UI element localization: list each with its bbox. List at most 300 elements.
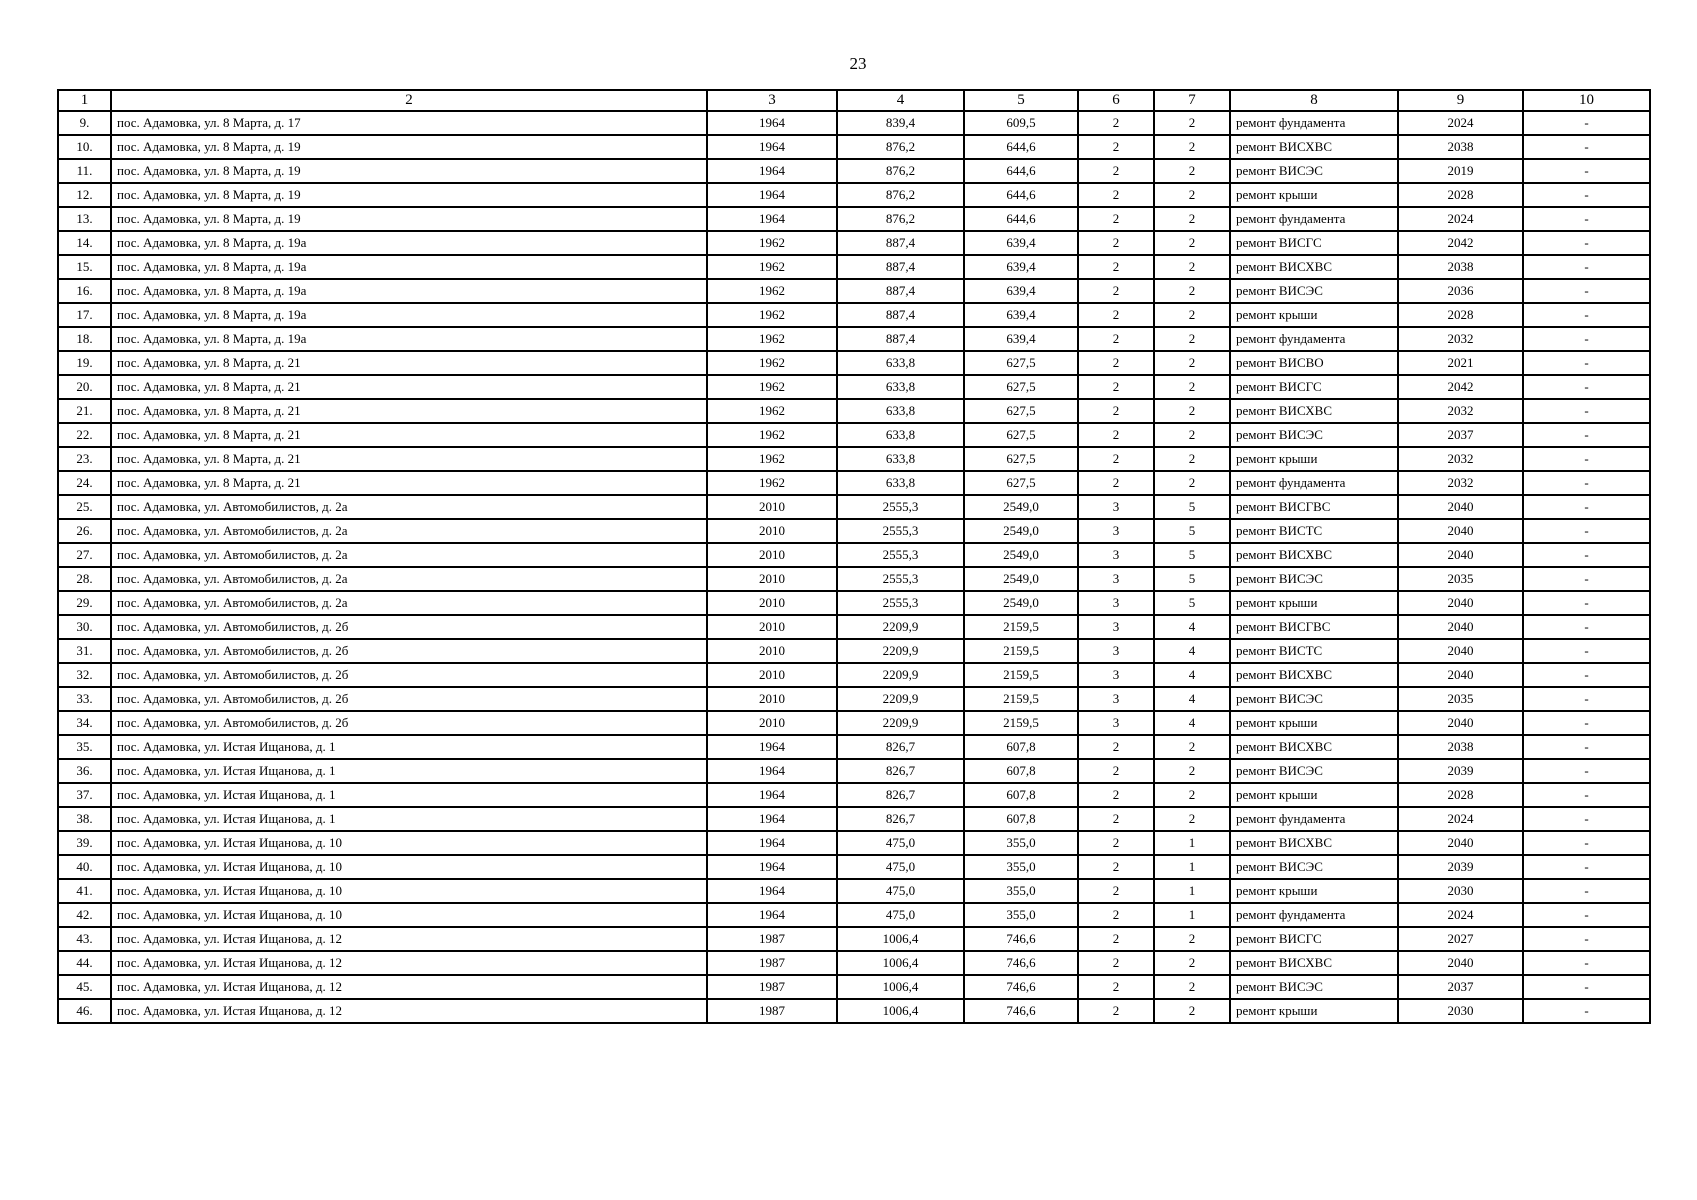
address-cell: пос. Адамовка, ул. 8 Марта, д. 19 xyxy=(111,183,707,207)
table-row xyxy=(58,327,1650,351)
total-area-cell: 475,0 xyxy=(837,903,964,927)
row-number-cell: 35. xyxy=(58,735,111,759)
planned-year-cell: 2032 xyxy=(1398,399,1523,423)
table-row xyxy=(58,975,1650,999)
work-type-cell: ремонт крыши xyxy=(1230,183,1398,207)
work-type-cell: ремонт крыши xyxy=(1230,447,1398,471)
address-cell: пос. Адамовка, ул. Истая Ищанова, д. 10 xyxy=(111,831,707,855)
row-number-cell: 42. xyxy=(58,903,111,927)
total-area-cell: 633,8 xyxy=(837,423,964,447)
entrances-cell: 2 xyxy=(1154,111,1230,135)
row-number-cell: 46. xyxy=(58,999,111,1023)
work-type-cell: ремонт ВИСВО xyxy=(1230,351,1398,375)
table-row xyxy=(58,615,1650,639)
total-area-cell: 2555,3 xyxy=(837,567,964,591)
work-type-cell: ремонт ВИСХВС xyxy=(1230,831,1398,855)
entrances-cell: 1 xyxy=(1154,903,1230,927)
living-area-cell: 609,5 xyxy=(964,111,1078,135)
note-cell: - xyxy=(1523,663,1650,687)
living-area-cell: 2159,5 xyxy=(964,711,1078,735)
entrances-cell: 2 xyxy=(1154,951,1230,975)
build-year-cell: 2010 xyxy=(707,591,837,615)
planned-year-cell: 2040 xyxy=(1398,615,1523,639)
row-number-cell: 26. xyxy=(58,519,111,543)
living-area-cell: 2159,5 xyxy=(964,615,1078,639)
build-year-cell: 1987 xyxy=(707,951,837,975)
address-cell: пос. Адамовка, ул. 8 Марта, д. 21 xyxy=(111,375,707,399)
living-area-cell: 2159,5 xyxy=(964,639,1078,663)
total-area-cell: 887,4 xyxy=(837,279,964,303)
living-area-cell: 607,8 xyxy=(964,735,1078,759)
address-cell: пос. Адамовка, ул. 8 Марта, д. 19 xyxy=(111,207,707,231)
total-area-cell: 826,7 xyxy=(837,759,964,783)
address-cell: пос. Адамовка, ул. Истая Ищанова, д. 12 xyxy=(111,927,707,951)
table-row xyxy=(58,639,1650,663)
entrances-cell: 1 xyxy=(1154,879,1230,903)
work-type-cell: ремонт ВИСЭС xyxy=(1230,975,1398,999)
planned-year-cell: 2024 xyxy=(1398,111,1523,135)
living-area-cell: 639,4 xyxy=(964,255,1078,279)
planned-year-cell: 2030 xyxy=(1398,879,1523,903)
address-cell: пос. Адамовка, ул. Автомобилистов, д. 2а xyxy=(111,543,707,567)
address-cell: пос. Адамовка, ул. 8 Марта, д. 21 xyxy=(111,423,707,447)
column-header: 10 xyxy=(1523,90,1650,111)
note-cell: - xyxy=(1523,639,1650,663)
floors-cell: 2 xyxy=(1078,375,1154,399)
table-row xyxy=(58,399,1650,423)
entrances-cell: 2 xyxy=(1154,351,1230,375)
note-cell: - xyxy=(1523,927,1650,951)
work-type-cell: ремонт ВИСХВС xyxy=(1230,255,1398,279)
entrances-cell: 5 xyxy=(1154,591,1230,615)
address-cell: пос. Адамовка, ул. Автомобилистов, д. 2а xyxy=(111,519,707,543)
note-cell: - xyxy=(1523,951,1650,975)
living-area-cell: 2159,5 xyxy=(964,687,1078,711)
floors-cell: 2 xyxy=(1078,831,1154,855)
row-number-cell: 20. xyxy=(58,375,111,399)
build-year-cell: 1964 xyxy=(707,903,837,927)
address-cell: пос. Адамовка, ул. Автомобилистов, д. 2б xyxy=(111,663,707,687)
build-year-cell: 1964 xyxy=(707,183,837,207)
entrances-cell: 2 xyxy=(1154,231,1230,255)
address-cell: пос. Адамовка, ул. 8 Марта, д. 19 xyxy=(111,135,707,159)
table-row xyxy=(58,879,1650,903)
total-area-cell: 475,0 xyxy=(837,879,964,903)
build-year-cell: 1964 xyxy=(707,759,837,783)
page-number: 23 xyxy=(849,54,867,73)
work-type-cell: ремонт ВИСХВС xyxy=(1230,543,1398,567)
entrances-cell: 2 xyxy=(1154,375,1230,399)
table-row xyxy=(58,735,1650,759)
build-year-cell: 1987 xyxy=(707,999,837,1023)
planned-year-cell: 2028 xyxy=(1398,783,1523,807)
living-area-cell: 644,6 xyxy=(964,183,1078,207)
build-year-cell: 1962 xyxy=(707,471,837,495)
planned-year-cell: 2035 xyxy=(1398,687,1523,711)
floors-cell: 2 xyxy=(1078,879,1154,903)
floors-cell: 3 xyxy=(1078,519,1154,543)
planned-year-cell: 2040 xyxy=(1398,951,1523,975)
entrances-cell: 2 xyxy=(1154,807,1230,831)
work-type-cell: ремонт фундамента xyxy=(1230,327,1398,351)
row-number-cell: 44. xyxy=(58,951,111,975)
floors-cell: 2 xyxy=(1078,207,1154,231)
planned-year-cell: 2024 xyxy=(1398,207,1523,231)
entrances-cell: 1 xyxy=(1154,855,1230,879)
column-header: 2 xyxy=(111,90,707,111)
note-cell: - xyxy=(1523,591,1650,615)
planned-year-cell: 2032 xyxy=(1398,327,1523,351)
table-row xyxy=(58,183,1650,207)
table-row xyxy=(58,999,1650,1023)
entrances-cell: 2 xyxy=(1154,447,1230,471)
living-area-cell: 607,8 xyxy=(964,783,1078,807)
row-number-cell: 9. xyxy=(58,111,111,135)
floors-cell: 3 xyxy=(1078,615,1154,639)
note-cell: - xyxy=(1523,351,1650,375)
total-area-cell: 2555,3 xyxy=(837,495,964,519)
entrances-cell: 2 xyxy=(1154,303,1230,327)
floors-cell: 2 xyxy=(1078,759,1154,783)
address-cell: пос. Адамовка, ул. Истая Ищанова, д. 1 xyxy=(111,735,707,759)
total-area-cell: 633,8 xyxy=(837,399,964,423)
build-year-cell: 1962 xyxy=(707,279,837,303)
living-area-cell: 355,0 xyxy=(964,903,1078,927)
floors-cell: 3 xyxy=(1078,663,1154,687)
note-cell: - xyxy=(1523,999,1650,1023)
build-year-cell: 2010 xyxy=(707,543,837,567)
table-row xyxy=(58,135,1650,159)
total-area-cell: 876,2 xyxy=(837,159,964,183)
planned-year-cell: 2040 xyxy=(1398,639,1523,663)
living-area-cell: 644,6 xyxy=(964,207,1078,231)
floors-cell: 2 xyxy=(1078,807,1154,831)
floors-cell: 2 xyxy=(1078,135,1154,159)
work-type-cell: ремонт ВИСЭС xyxy=(1230,423,1398,447)
note-cell: - xyxy=(1523,279,1650,303)
floors-cell: 3 xyxy=(1078,591,1154,615)
floors-cell: 3 xyxy=(1078,639,1154,663)
planned-year-cell: 2036 xyxy=(1398,279,1523,303)
entrances-cell: 2 xyxy=(1154,759,1230,783)
address-cell: пос. Адамовка, ул. 8 Марта, д. 19а xyxy=(111,231,707,255)
build-year-cell: 1964 xyxy=(707,807,837,831)
build-year-cell: 2010 xyxy=(707,663,837,687)
table-row xyxy=(58,231,1650,255)
floors-cell: 2 xyxy=(1078,447,1154,471)
row-number-cell: 32. xyxy=(58,663,111,687)
floors-cell: 3 xyxy=(1078,687,1154,711)
build-year-cell: 1964 xyxy=(707,855,837,879)
entrances-cell: 4 xyxy=(1154,711,1230,735)
floors-cell: 3 xyxy=(1078,567,1154,591)
address-cell: пос. Адамовка, ул. 8 Марта, д. 21 xyxy=(111,447,707,471)
note-cell: - xyxy=(1523,303,1650,327)
table-row xyxy=(58,591,1650,615)
row-number-cell: 29. xyxy=(58,591,111,615)
total-area-cell: 887,4 xyxy=(837,327,964,351)
planned-year-cell: 2040 xyxy=(1398,519,1523,543)
living-area-cell: 2549,0 xyxy=(964,567,1078,591)
table-row xyxy=(58,687,1650,711)
build-year-cell: 1962 xyxy=(707,255,837,279)
entrances-cell: 2 xyxy=(1154,279,1230,303)
living-area-cell: 639,4 xyxy=(964,303,1078,327)
living-area-cell: 627,5 xyxy=(964,399,1078,423)
total-area-cell: 876,2 xyxy=(837,135,964,159)
work-type-cell: ремонт фундамента xyxy=(1230,807,1398,831)
floors-cell: 2 xyxy=(1078,327,1154,351)
living-area-cell: 2549,0 xyxy=(964,495,1078,519)
column-header: 5 xyxy=(964,90,1078,111)
address-cell: пос. Адамовка, ул. 8 Марта, д. 17 xyxy=(111,111,707,135)
note-cell: - xyxy=(1523,831,1650,855)
work-type-cell: ремонт крыши xyxy=(1230,783,1398,807)
floors-cell: 2 xyxy=(1078,231,1154,255)
work-type-cell: ремонт ВИСГС xyxy=(1230,375,1398,399)
build-year-cell: 1964 xyxy=(707,111,837,135)
address-cell: пос. Адамовка, ул. Автомобилистов, д. 2б xyxy=(111,639,707,663)
planned-year-cell: 2037 xyxy=(1398,975,1523,999)
entrances-cell: 2 xyxy=(1154,927,1230,951)
planned-year-cell: 2042 xyxy=(1398,375,1523,399)
total-area-cell: 826,7 xyxy=(837,783,964,807)
note-cell: - xyxy=(1523,615,1650,639)
work-type-cell: ремонт фундамента xyxy=(1230,903,1398,927)
living-area-cell: 2159,5 xyxy=(964,663,1078,687)
planned-year-cell: 2035 xyxy=(1398,567,1523,591)
note-cell: - xyxy=(1523,783,1650,807)
work-type-cell: ремонт ВИСТС xyxy=(1230,519,1398,543)
living-area-cell: 746,6 xyxy=(964,975,1078,999)
table-row xyxy=(58,855,1650,879)
living-area-cell: 746,6 xyxy=(964,999,1078,1023)
total-area-cell: 2209,9 xyxy=(837,711,964,735)
note-cell: - xyxy=(1523,255,1650,279)
work-type-cell: ремонт ВИСЭС xyxy=(1230,687,1398,711)
address-cell: пос. Адамовка, ул. Истая Ищанова, д. 10 xyxy=(111,855,707,879)
repair-schedule-table xyxy=(57,89,1651,1024)
work-type-cell: ремонт крыши xyxy=(1230,303,1398,327)
floors-cell: 2 xyxy=(1078,111,1154,135)
total-area-cell: 2555,3 xyxy=(837,543,964,567)
planned-year-cell: 2038 xyxy=(1398,135,1523,159)
work-type-cell: ремонт ВИСХВС xyxy=(1230,735,1398,759)
address-cell: пос. Адамовка, ул. 8 Марта, д. 19а xyxy=(111,327,707,351)
planned-year-cell: 2027 xyxy=(1398,927,1523,951)
total-area-cell: 887,4 xyxy=(837,255,964,279)
build-year-cell: 2010 xyxy=(707,639,837,663)
build-year-cell: 1964 xyxy=(707,831,837,855)
column-header: 9 xyxy=(1398,90,1523,111)
address-cell: пос. Адамовка, ул. Истая Ищанова, д. 1 xyxy=(111,783,707,807)
work-type-cell: ремонт ВИСЭС xyxy=(1230,159,1398,183)
work-type-cell: ремонт ВИСХВС xyxy=(1230,135,1398,159)
address-cell: пос. Адамовка, ул. Автомобилистов, д. 2а xyxy=(111,495,707,519)
row-number-cell: 28. xyxy=(58,567,111,591)
planned-year-cell: 2038 xyxy=(1398,735,1523,759)
note-cell: - xyxy=(1523,855,1650,879)
entrances-cell: 4 xyxy=(1154,687,1230,711)
row-number-cell: 33. xyxy=(58,687,111,711)
table-row xyxy=(58,807,1650,831)
row-number-cell: 45. xyxy=(58,975,111,999)
planned-year-cell: 2024 xyxy=(1398,903,1523,927)
living-area-cell: 644,6 xyxy=(964,159,1078,183)
work-type-cell: ремонт фундамента xyxy=(1230,111,1398,135)
row-number-cell: 38. xyxy=(58,807,111,831)
planned-year-cell: 2024 xyxy=(1398,807,1523,831)
build-year-cell: 1987 xyxy=(707,927,837,951)
planned-year-cell: 2040 xyxy=(1398,663,1523,687)
floors-cell: 2 xyxy=(1078,351,1154,375)
work-type-cell: ремонт ВИСХВС xyxy=(1230,399,1398,423)
build-year-cell: 1962 xyxy=(707,399,837,423)
note-cell: - xyxy=(1523,135,1650,159)
address-cell: пос. Адамовка, ул. 8 Марта, д. 21 xyxy=(111,351,707,375)
table-row xyxy=(58,927,1650,951)
column-header: 1 xyxy=(58,90,111,111)
address-cell: пос. Адамовка, ул. 8 Марта, д. 19 xyxy=(111,159,707,183)
table-row xyxy=(58,159,1650,183)
living-area-cell: 627,5 xyxy=(964,375,1078,399)
living-area-cell: 355,0 xyxy=(964,879,1078,903)
total-area-cell: 1006,4 xyxy=(837,927,964,951)
planned-year-cell: 2030 xyxy=(1398,999,1523,1023)
total-area-cell: 826,7 xyxy=(837,807,964,831)
entrances-cell: 2 xyxy=(1154,399,1230,423)
address-cell: пос. Адамовка, ул. Автомобилистов, д. 2а xyxy=(111,591,707,615)
address-cell: пос. Адамовка, ул. Истая Ищанова, д. 10 xyxy=(111,903,707,927)
total-area-cell: 876,2 xyxy=(837,183,964,207)
note-cell: - xyxy=(1523,471,1650,495)
build-year-cell: 2010 xyxy=(707,711,837,735)
row-number-cell: 25. xyxy=(58,495,111,519)
note-cell: - xyxy=(1523,159,1650,183)
row-number-cell: 16. xyxy=(58,279,111,303)
row-number-cell: 34. xyxy=(58,711,111,735)
table-row xyxy=(58,831,1650,855)
living-area-cell: 639,4 xyxy=(964,279,1078,303)
planned-year-cell: 2037 xyxy=(1398,423,1523,447)
work-type-cell: ремонт ВИСГС xyxy=(1230,927,1398,951)
entrances-cell: 5 xyxy=(1154,519,1230,543)
entrances-cell: 2 xyxy=(1154,423,1230,447)
address-cell: пос. Адамовка, ул. Автомобилистов, д. 2б xyxy=(111,711,707,735)
living-area-cell: 2549,0 xyxy=(964,543,1078,567)
column-header: 7 xyxy=(1154,90,1230,111)
total-area-cell: 2555,3 xyxy=(837,519,964,543)
table-row xyxy=(58,543,1650,567)
row-number-cell: 40. xyxy=(58,855,111,879)
row-number-cell: 11. xyxy=(58,159,111,183)
note-cell: - xyxy=(1523,711,1650,735)
note-cell: - xyxy=(1523,759,1650,783)
entrances-cell: 2 xyxy=(1154,327,1230,351)
note-cell: - xyxy=(1523,807,1650,831)
column-header: 3 xyxy=(707,90,837,111)
total-area-cell: 826,7 xyxy=(837,735,964,759)
total-area-cell: 633,8 xyxy=(837,351,964,375)
planned-year-cell: 2032 xyxy=(1398,471,1523,495)
build-year-cell: 1987 xyxy=(707,975,837,999)
work-type-cell: ремонт ВИСЭС xyxy=(1230,567,1398,591)
planned-year-cell: 2019 xyxy=(1398,159,1523,183)
column-header: 6 xyxy=(1078,90,1154,111)
note-cell: - xyxy=(1523,495,1650,519)
total-area-cell: 633,8 xyxy=(837,471,964,495)
table-row xyxy=(58,279,1650,303)
entrances-cell: 2 xyxy=(1154,999,1230,1023)
build-year-cell: 2010 xyxy=(707,687,837,711)
note-cell: - xyxy=(1523,399,1650,423)
build-year-cell: 1962 xyxy=(707,423,837,447)
entrances-cell: 2 xyxy=(1154,255,1230,279)
floors-cell: 2 xyxy=(1078,903,1154,927)
row-number-cell: 18. xyxy=(58,327,111,351)
address-cell: пос. Адамовка, ул. Автомобилистов, д. 2б xyxy=(111,615,707,639)
row-number-cell: 43. xyxy=(58,927,111,951)
entrances-cell: 4 xyxy=(1154,639,1230,663)
entrances-cell: 1 xyxy=(1154,831,1230,855)
total-area-cell: 2209,9 xyxy=(837,663,964,687)
address-cell: пос. Адамовка, ул. Истая Ищанова, д. 12 xyxy=(111,975,707,999)
note-cell: - xyxy=(1523,543,1650,567)
table-row xyxy=(58,111,1650,135)
note-cell: - xyxy=(1523,447,1650,471)
living-area-cell: 627,5 xyxy=(964,447,1078,471)
entrances-cell: 2 xyxy=(1154,135,1230,159)
work-type-cell: ремонт крыши xyxy=(1230,591,1398,615)
row-number-cell: 12. xyxy=(58,183,111,207)
table-row xyxy=(58,567,1650,591)
column-header: 4 xyxy=(837,90,964,111)
address-cell: пос. Адамовка, ул. Автомобилистов, д. 2а xyxy=(111,567,707,591)
work-type-cell: ремонт ВИСЭС xyxy=(1230,759,1398,783)
floors-cell: 2 xyxy=(1078,999,1154,1023)
table-body xyxy=(58,111,1650,1023)
planned-year-cell: 2039 xyxy=(1398,759,1523,783)
note-cell: - xyxy=(1523,183,1650,207)
table-row xyxy=(58,351,1650,375)
note-cell: - xyxy=(1523,975,1650,999)
planned-year-cell: 2032 xyxy=(1398,447,1523,471)
total-area-cell: 839,4 xyxy=(837,111,964,135)
planned-year-cell: 2040 xyxy=(1398,495,1523,519)
row-number-cell: 17. xyxy=(58,303,111,327)
row-number-cell: 27. xyxy=(58,543,111,567)
entrances-cell: 2 xyxy=(1154,207,1230,231)
planned-year-cell: 2038 xyxy=(1398,255,1523,279)
floors-cell: 2 xyxy=(1078,183,1154,207)
planned-year-cell: 2040 xyxy=(1398,543,1523,567)
table-row xyxy=(58,663,1650,687)
column-header: 8 xyxy=(1230,90,1398,111)
total-area-cell: 2209,9 xyxy=(837,615,964,639)
row-number-cell: 10. xyxy=(58,135,111,159)
address-cell: пос. Адамовка, ул. 8 Марта, д. 19а xyxy=(111,255,707,279)
total-area-cell: 633,8 xyxy=(837,447,964,471)
floors-cell: 2 xyxy=(1078,303,1154,327)
total-area-cell: 887,4 xyxy=(837,303,964,327)
living-area-cell: 627,5 xyxy=(964,351,1078,375)
entrances-cell: 5 xyxy=(1154,495,1230,519)
total-area-cell: 2555,3 xyxy=(837,591,964,615)
row-number-cell: 13. xyxy=(58,207,111,231)
table-row xyxy=(58,255,1650,279)
table-row xyxy=(58,375,1650,399)
floors-cell: 2 xyxy=(1078,279,1154,303)
